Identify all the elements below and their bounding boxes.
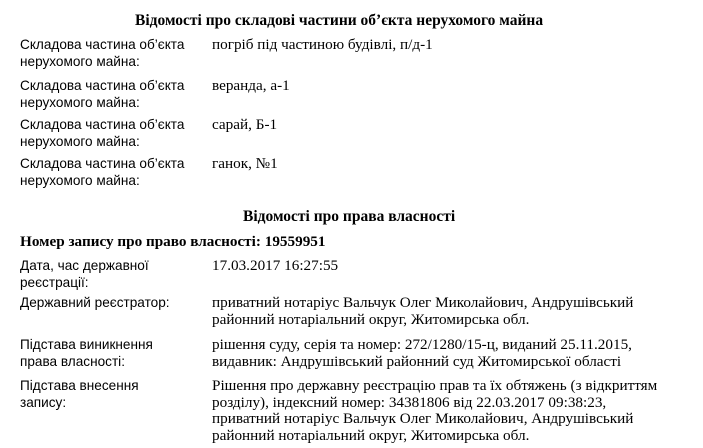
- row-label-entry-basis: Підстава внесення запису:: [20, 378, 139, 410]
- components-section-title: Відомості про складові частини об’єкта нерухомого майна: [135, 12, 544, 29]
- ownership-section-title: Відомості про права власності: [243, 208, 456, 225]
- row-value-entry-basis: Рішення про державну реєстрацію прав та їх обтяжень (з відкриттям розділу), індексний номер: 34381806 від 22.03.2017 09:38:23, приватний нотаріус Вальчук Олег Миколайович, Андрушівський районний нотаріальний округ, Житомирська обл.: [212, 377, 658, 444]
- row-value-ownership-basis: рішення суду, серія та номер: 272/1280/15-ц, виданий 25.11.2015, видавник: Андрушівський районний суд Житомирської області: [212, 336, 632, 370]
- component-label-4: Складова частина об’єкта нерухомого майна:: [20, 156, 185, 188]
- component-label-2: Складова частина об’єкта нерухомого майна:: [20, 78, 185, 110]
- component-value-1: погріб під частиною будівлі, п/д-1: [212, 36, 433, 53]
- component-value-3: сарай, Б-1: [212, 116, 278, 133]
- component-label-1: Складова частина об’єкта нерухомого майна:: [20, 37, 185, 69]
- row-label-registrar: Державний реєстратор:: [20, 295, 170, 310]
- component-value-4: ганок, №1: [212, 155, 278, 172]
- row-value-registration-date: 17.03.2017 16:27:55: [212, 257, 339, 274]
- component-value-2: веранда, а-1: [212, 77, 290, 94]
- row-label-ownership-basis: Підстава виникнення права власності:: [20, 337, 153, 369]
- row-label-registration-date: Дата, час державної реєстрації:: [20, 258, 149, 290]
- component-label-3: Складова частина об’єкта нерухомого майна:: [20, 117, 185, 149]
- ownership-record-number: Номер запису про право власності: 19559951: [20, 233, 326, 250]
- row-value-registrar: приватний нотаріус Вальчук Олег Миколайович, Андрушівський районний нотаріальний округ, Житомирська обл.: [212, 294, 634, 328]
